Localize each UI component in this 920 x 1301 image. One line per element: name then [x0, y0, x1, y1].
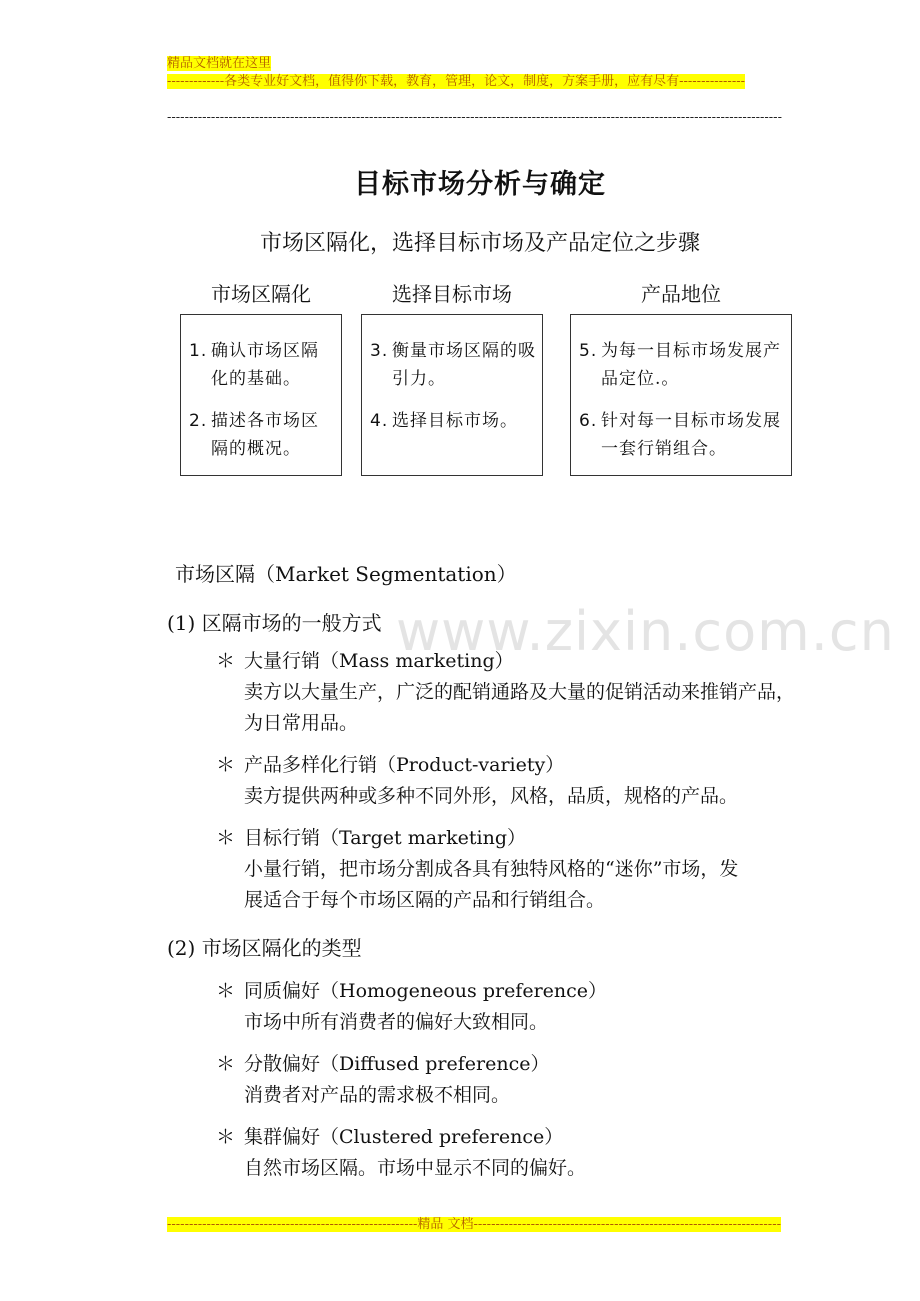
bullet-icon: ＊: [216, 827, 236, 849]
page-subtitle: 市场区隔化，选择目标市场及产品定位之步骤: [259, 231, 700, 256]
bullet-icon: ＊: [216, 1053, 236, 1075]
bullet-icon: ＊: [216, 1126, 236, 1148]
step-text: 针对每一目标市场发展一套行销组合。: [601, 411, 781, 459]
bullet-icon: ＊: [216, 980, 236, 1002]
column-heading-segmentation: 市场区隔化: [211, 282, 311, 306]
header-line-2: [167, 72, 790, 90]
item-description: 小量行销，把市场分割成各具有独特风格的“迷你”市场，发展适合于每个市场区隔的产品和行销组合。: [244, 858, 739, 911]
item-description: 市场中所有消费者的偏好大致相同。: [244, 1011, 549, 1033]
step-text: 确认市场区隔化的基础。: [211, 341, 319, 389]
item-title: 同质偏好（Homogeneous preference）: [244, 980, 608, 1002]
item-description: 自然市场区隔。市场中显示不同的偏好。: [244, 1157, 587, 1179]
step-item: [579, 407, 785, 463]
list-item: [216, 823, 744, 916]
step-text: 衡量市场区隔的吸引力。: [392, 341, 536, 389]
step-number: 1.: [189, 341, 208, 361]
bullet-icon: ＊: [216, 754, 236, 776]
subsection-heading-types: (2) 市场区隔化的类型: [167, 936, 362, 960]
item-title: 目标行销（Target marketing）: [244, 827, 526, 849]
step-number: 4.: [370, 411, 389, 431]
item-title: 产品多样化行销（Product-variety）: [244, 754, 565, 776]
step-item: [189, 337, 335, 393]
step-text: 描述各市场区隔的概况。: [211, 411, 319, 459]
step-item: [370, 407, 536, 435]
step-item: [189, 407, 335, 463]
step-box-segmentation: [180, 314, 342, 476]
item-description: 消费者对产品的需求极不相同。: [244, 1084, 511, 1106]
subsection-heading-methods: (1) 区隔市场的一般方式: [167, 611, 382, 635]
step-text: 选择目标市场。: [392, 411, 518, 431]
item-description: 卖方提供两种或多种不同外形，风格，品质，规格的产品。: [244, 785, 739, 807]
bullet-icon: ＊: [216, 650, 236, 672]
list-item: [216, 646, 804, 739]
item-title: 大量行销（Mass marketing）: [244, 650, 514, 672]
step-box-targeting: [361, 314, 543, 476]
header-highlight-1: 精品文档就在这里: [167, 56, 272, 71]
list-item: [216, 1122, 804, 1184]
step-text: 为每一目标市场发展产品定位.。: [601, 341, 781, 389]
step-box-positioning: [570, 314, 792, 476]
footer-highlight: ---------------------------------------------------------精品 文档----------------------------------------------------------------------: [167, 1217, 781, 1232]
footer-line: [167, 1217, 790, 1233]
item-description: 卖方以大量生产，广泛的配销通路及大量的促销活动来推销产品，为日常用品。: [244, 681, 796, 734]
section-heading: 市场区隔（Market Segmentation）: [175, 562, 517, 586]
step-number: 5.: [579, 341, 598, 361]
step-item: [370, 337, 536, 393]
column-heading-targeting: 选择目标市场: [392, 282, 512, 306]
item-title: 集群偏好（Clustered preference）: [244, 1126, 564, 1148]
column-heading-positioning: 产品地位: [641, 282, 721, 306]
step-item: [579, 337, 785, 393]
list-item: [216, 976, 804, 1038]
header-line-1: [167, 52, 271, 71]
step-number: 6.: [579, 411, 598, 431]
step-number: 3.: [370, 341, 389, 361]
header-line-3: --------------------------------------------------------------------------------------------------------------------------------------------: [167, 110, 782, 125]
watermark-text: www.zixin.com.cn: [396, 600, 895, 663]
list-item: [216, 750, 844, 812]
list-item: [216, 1049, 804, 1111]
page-title: 目标市场分析与确定: [354, 169, 606, 200]
item-title: 分散偏好（Diffused preference）: [244, 1053, 550, 1075]
step-number: 2.: [189, 411, 208, 431]
header-highlight-2: -------------各类专业好文档，值得你下载，教育，管理，论文，制度，方案手册，应有尽有---------------: [167, 74, 745, 89]
